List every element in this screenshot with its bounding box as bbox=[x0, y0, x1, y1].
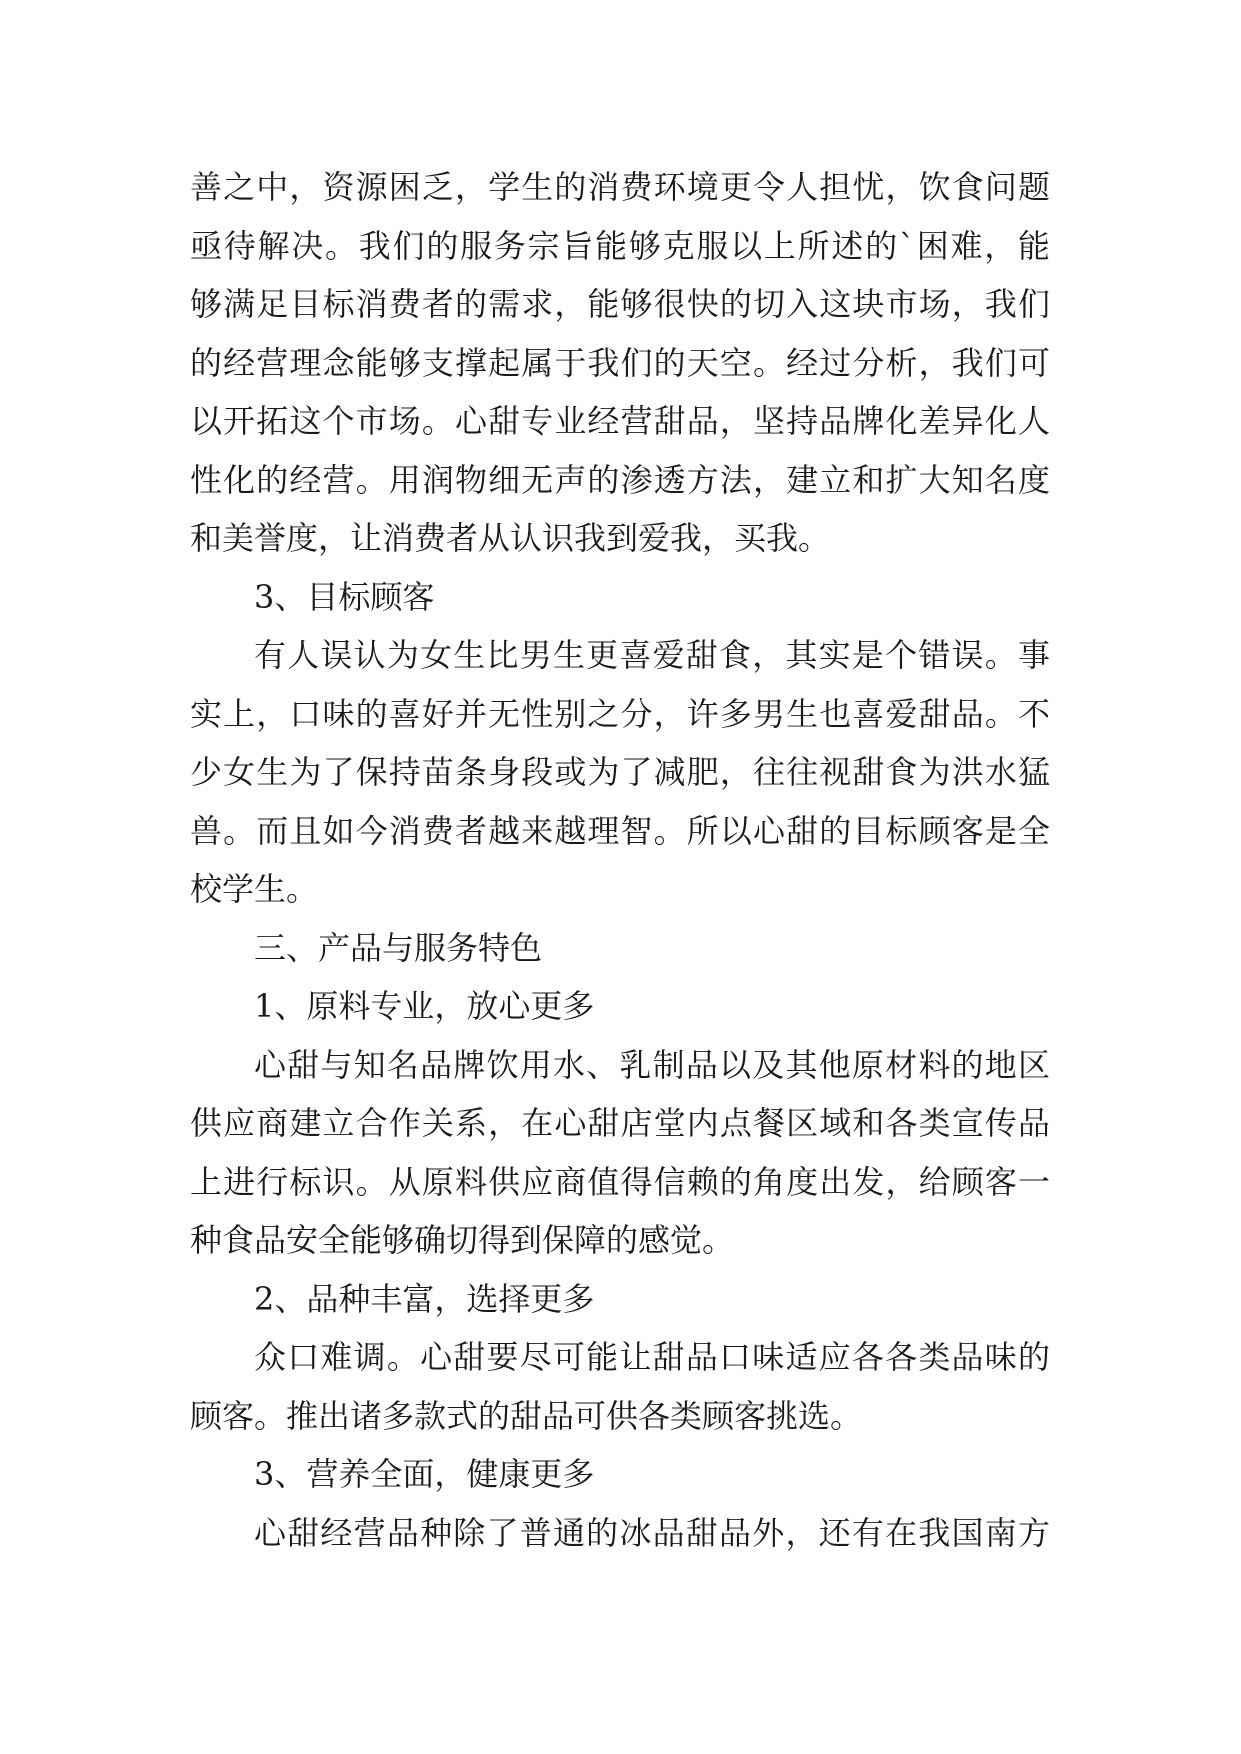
body-line: 兽。而且如今消费者越来越理智。所以心甜的目标顾客是全 bbox=[190, 811, 1050, 850]
section-heading: 1、原料专业，放心更多 bbox=[254, 987, 595, 1025]
body-line: 种食品安全能够确切得到保障的感觉。 bbox=[190, 1221, 735, 1259]
body-line: 性化的经营。用润物细无声的渗透方法，建立和扩大知名度 bbox=[190, 460, 1050, 499]
section-heading: 2、品种丰富，选择更多 bbox=[254, 1279, 595, 1318]
body-line: 有人误认为女生比男生更喜爱甜食，其实是个错误。事 bbox=[254, 636, 1050, 674]
body-line: 以开拓这个市场。心甜专业经营甜品，坚持品牌化差异化人 bbox=[190, 402, 1050, 440]
body-line: 顾客。推出诸多款式的甜品可供各类顾客挑选。 bbox=[190, 1396, 863, 1435]
body-line: 亟待解决。我们的服务宗旨能够克服以上所述的`困难，能 bbox=[190, 226, 1050, 265]
document-page bbox=[190, 158, 1050, 1562]
body-line: 供应商建立合作关系，在心甜店堂内点餐区域和各类宣传品 bbox=[190, 1104, 1050, 1142]
section-heading: 3、营养全面，健康更多 bbox=[254, 1455, 595, 1493]
body-line: 够满足目标消费者的需求，能够很快的切入这块市场，我们 bbox=[190, 285, 1050, 323]
body-line: 心甜与知名品牌饮用水、乳制品以及其他原材料的地区 bbox=[254, 1045, 1050, 1084]
section-heading: 3、目标顾客 bbox=[254, 577, 435, 616]
body-line: 的经营理念能够支撑起属于我们的天空。经过分析，我们可 bbox=[190, 343, 1050, 382]
body-line: 善之中，资源困乏，学生的消费环境更令人担忧，饮食问题 bbox=[190, 168, 1050, 206]
chapter-heading: 三、产品与服务特色 bbox=[254, 928, 543, 967]
body-line: 少女生为了保持苗条身段或为了减肥，往往视甜食为洪水猛 bbox=[190, 753, 1050, 791]
body-line: 和美誉度，让消费者从认识我到爱我，买我。 bbox=[190, 519, 831, 557]
body-line: 实上，口味的喜好并无性别之分，许多男生也喜爱甜品。不 bbox=[190, 694, 1050, 733]
body-line: 上进行标识。从原料供应商值得信赖的角度出发，给顾客一 bbox=[190, 1162, 1050, 1201]
body-line: 心甜经营品种除了普通的冰品甜品外，还有在我国南方 bbox=[254, 1513, 1050, 1552]
body-line: 众口难调。心甜要尽可能让甜品口味适应各各类品味的 bbox=[254, 1338, 1050, 1376]
body-line: 校学生。 bbox=[190, 870, 319, 908]
